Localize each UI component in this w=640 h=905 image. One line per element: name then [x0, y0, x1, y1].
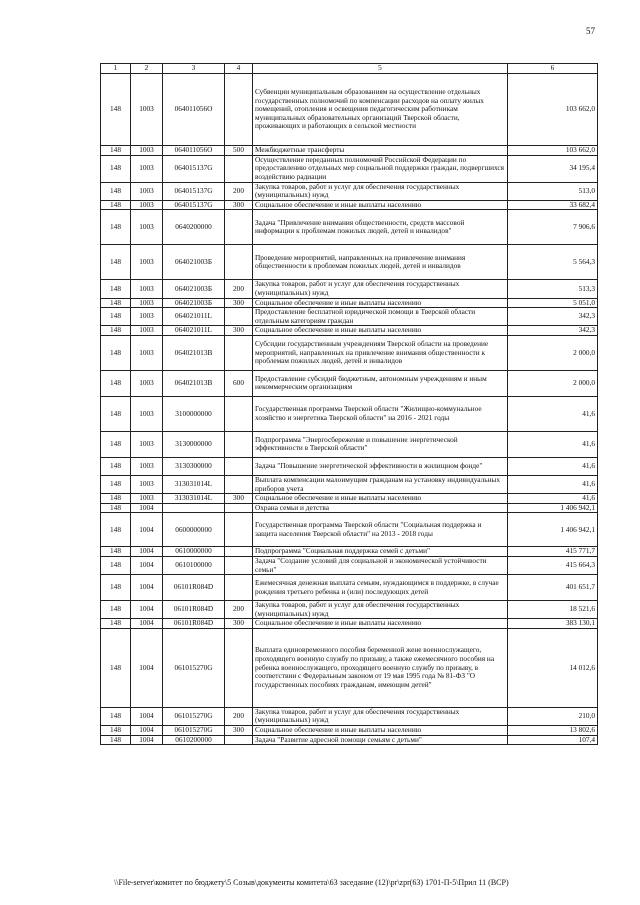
table-row	[101, 335, 598, 370]
target-article-code-cell: 0610000000	[163, 547, 225, 557]
section-code-cell: 1004	[131, 503, 163, 513]
table-row	[101, 396, 598, 431]
expense-type-code-cell: 300	[225, 298, 253, 308]
target-article-code-cell: 0640200000	[163, 210, 225, 245]
table-row	[101, 245, 598, 280]
amount-cell: 41,6	[508, 431, 598, 457]
item-name-cell: Закупка товаров, работ и услуг для обеспечения государственных (муниципальных) нужд	[253, 280, 508, 298]
item-name-cell: Задача "Создание условий для социальной и экономической устойчивости семьи"	[253, 556, 508, 574]
expense-type-code-cell	[225, 431, 253, 457]
expense-type-code-cell	[225, 457, 253, 475]
amount-cell: 34 195,4	[508, 155, 598, 182]
dept-code-cell: 148	[101, 457, 131, 475]
expense-type-code-cell: 300	[225, 494, 253, 504]
target-article-code-cell: 064011056О	[163, 74, 225, 146]
section-code-cell: 1003	[131, 396, 163, 431]
expense-type-code-cell: 300	[225, 200, 253, 210]
dept-code-cell: 148	[101, 513, 131, 547]
expense-type-code-cell: 600	[225, 370, 253, 396]
section-code-cell: 1003	[131, 431, 163, 457]
dept-code-cell: 148	[101, 494, 131, 504]
dept-code-cell: 148	[101, 308, 131, 326]
table-row	[101, 155, 598, 182]
dept-code-cell: 148	[101, 74, 131, 146]
dept-code-cell: 148	[101, 396, 131, 431]
expense-type-code-cell	[225, 396, 253, 431]
expense-type-code-cell	[225, 575, 253, 601]
dept-code-cell: 148	[101, 619, 131, 629]
expense-type-code-cell	[225, 735, 253, 745]
dept-code-cell: 148	[101, 182, 131, 200]
item-name-cell: Подпрограмма "Социальная поддержка семей с детьми"	[253, 547, 508, 557]
target-article-code-cell: 0600000000	[163, 513, 225, 547]
dept-code-cell: 148	[101, 146, 131, 156]
target-article-code-cell: 064021003Б	[163, 245, 225, 280]
section-code-cell: 1003	[131, 335, 163, 370]
item-name-cell: Выплата компенсации малоимущим гражданам на установку индивидуальных приборов учета	[253, 475, 508, 493]
target-article-code-cell: 064015137G	[163, 155, 225, 182]
amount-cell: 513,3	[508, 280, 598, 298]
item-name-cell: Подпрограмма "Энергосбережение и повышение энергетической эффективности в Тверской области"	[253, 431, 508, 457]
table-row	[101, 200, 598, 210]
section-code-cell: 1004	[131, 628, 163, 707]
table-row	[101, 475, 598, 493]
section-code-cell: 1003	[131, 494, 163, 504]
section-code-cell: 1003	[131, 475, 163, 493]
amount-cell: 1 406 942,1	[508, 503, 598, 513]
dept-code-cell: 148	[101, 298, 131, 308]
table-row	[101, 503, 598, 513]
section-code-cell: 1003	[131, 326, 163, 336]
table-row	[101, 513, 598, 547]
expense-type-code-cell	[225, 513, 253, 547]
dept-code-cell: 148	[101, 735, 131, 745]
amount-cell: 7 906,6	[508, 210, 598, 245]
expense-type-code-cell: 200	[225, 707, 253, 725]
table-row	[101, 370, 598, 396]
table-body	[101, 74, 598, 745]
target-article-code-cell: 3130000000	[163, 431, 225, 457]
dept-code-cell: 148	[101, 370, 131, 396]
table-row	[101, 575, 598, 601]
dept-code-cell: 148	[101, 556, 131, 574]
item-name-cell: Предоставление субсидий бюджетным, автономным учреждениям и иным некоммерческим организациям	[253, 370, 508, 396]
amount-cell: 41,6	[508, 457, 598, 475]
target-article-code-cell: 06101R084D	[163, 601, 225, 619]
table-row	[101, 280, 598, 298]
item-name-cell: Государственная программа Тверской области "Социальная поддержка и защита населения Тверской области" на 2013 - 2018 годы	[253, 513, 508, 547]
expense-type-code-cell	[225, 628, 253, 707]
target-article-code-cell	[163, 503, 225, 513]
dept-code-cell: 148	[101, 155, 131, 182]
target-article-code-cell: 064021011L	[163, 326, 225, 336]
item-name-cell: Социальное обеспечение и иные выплаты населению	[253, 326, 508, 336]
section-code-cell: 1004	[131, 513, 163, 547]
item-name-cell: Осуществление переданных полномочий Российской Федерации по предоставлению отдельных мер социальной поддержки граждан, подвергшихся воздействию радиации	[253, 155, 508, 182]
item-name-cell: Межбюджетные трансферты	[253, 146, 508, 156]
expense-type-code-cell	[225, 74, 253, 146]
page-number: 57	[586, 26, 595, 36]
section-code-cell: 1003	[131, 155, 163, 182]
target-article-code-cell: 064021003Б	[163, 280, 225, 298]
item-name-cell: Закупка товаров, работ и услуг для обеспечения государственных (муниципальных) нужд	[253, 182, 508, 200]
expense-type-code-cell	[225, 547, 253, 557]
expense-type-code-cell	[225, 155, 253, 182]
table-row	[101, 547, 598, 557]
item-name-cell: Задача "Развитие адресной помощи семьям с детьми"	[253, 735, 508, 745]
amount-cell: 107,4	[508, 735, 598, 745]
amount-cell: 41,6	[508, 475, 598, 493]
section-code-cell: 1004	[131, 547, 163, 557]
target-article-code-cell: 061015270G	[163, 726, 225, 736]
section-code-cell: 1003	[131, 370, 163, 396]
amount-cell: 210,0	[508, 707, 598, 725]
section-code-cell: 1003	[131, 74, 163, 146]
table-row	[101, 494, 598, 504]
table-row	[101, 182, 598, 200]
dept-code-cell: 148	[101, 503, 131, 513]
amount-cell: 13 802,6	[508, 726, 598, 736]
item-name-cell: Социальное обеспечение и иные выплаты населению	[253, 619, 508, 629]
target-article-code-cell: 064021013В	[163, 370, 225, 396]
amount-cell: 513,0	[508, 182, 598, 200]
amount-cell: 342,3	[508, 308, 598, 326]
section-code-cell: 1004	[131, 619, 163, 629]
target-article-code-cell: 061015270G	[163, 707, 225, 725]
dept-code-cell: 148	[101, 326, 131, 336]
item-name-cell: Социальное обеспечение и иные выплаты населению	[253, 494, 508, 504]
dept-code-cell: 148	[101, 280, 131, 298]
amount-cell: 5 051,0	[508, 298, 598, 308]
item-name-cell: Государственная программа Тверской области "Жилищно-коммунальное хозяйство и энергетика Тверской области" на 2016 - 2021 годы	[253, 396, 508, 431]
table-row	[101, 735, 598, 745]
dept-code-cell: 148	[101, 335, 131, 370]
header-cell: 2	[131, 64, 163, 74]
table-row	[101, 707, 598, 725]
dept-code-cell: 148	[101, 726, 131, 736]
amount-cell: 5 564,3	[508, 245, 598, 280]
header-cell: 1	[101, 64, 131, 74]
item-name-cell: Закупка товаров, работ и услуг для обеспечения государственных (муниципальных) нужд	[253, 707, 508, 725]
target-article-code-cell: 3100000000	[163, 396, 225, 431]
amount-cell: 41,6	[508, 494, 598, 504]
header-cell: 4	[225, 64, 253, 74]
target-article-code-cell: 064021011L	[163, 308, 225, 326]
item-name-cell: Субсидии государственным учреждениям Тверской области на проведение мероприятий, направленных на привлечение внимания общественности к проблемам пожилых людей, детей и инвалидов	[253, 335, 508, 370]
amount-cell: 415 771,7	[508, 547, 598, 557]
expense-type-code-cell: 300	[225, 619, 253, 629]
target-article-code-cell: 0610200000	[163, 735, 225, 745]
table-row	[101, 308, 598, 326]
target-article-code-cell: 064015137G	[163, 182, 225, 200]
item-name-cell: Охрана семьи и детства	[253, 503, 508, 513]
section-code-cell: 1003	[131, 457, 163, 475]
amount-cell: 401 651,7	[508, 575, 598, 601]
expense-type-code-cell	[225, 335, 253, 370]
expense-type-code-cell	[225, 503, 253, 513]
dept-code-cell: 148	[101, 475, 131, 493]
dept-code-cell: 148	[101, 707, 131, 725]
expense-type-code-cell: 300	[225, 726, 253, 736]
expense-type-code-cell: 200	[225, 601, 253, 619]
item-name-cell: Выплата единовременного пособия беременной жене военнослужащего, проходящего военную службу по призыву, а также ежемесячного пособия на ребенка военнослужащего, проходящего военную службу по призыву, в соответствии с Федеральным законом от 19 мая 1995 года № 81-ФЗ "О государственных пособиях гражданам, имеющим детей"	[253, 628, 508, 707]
amount-cell: 41,6	[508, 396, 598, 431]
section-code-cell: 1003	[131, 245, 163, 280]
expense-type-code-cell	[225, 556, 253, 574]
item-name-cell: Социальное обеспечение и иные выплаты населению	[253, 298, 508, 308]
expense-type-code-cell: 200	[225, 280, 253, 298]
amount-cell: 103 662,0	[508, 74, 598, 146]
header-cell: 3	[163, 64, 225, 74]
budget-table	[100, 63, 598, 745]
amount-cell: 342,3	[508, 326, 598, 336]
item-name-cell: Проведение мероприятий, направленных на привлечение внимания общественности к проблемам пожилых людей, детей и инвалидов	[253, 245, 508, 280]
item-name-cell: Социальное обеспечение и иные выплаты населению	[253, 200, 508, 210]
table-row	[101, 74, 598, 146]
expense-type-code-cell: 300	[225, 326, 253, 336]
section-code-cell: 1003	[131, 280, 163, 298]
target-article-code-cell: 064021013В	[163, 335, 225, 370]
amount-cell: 383 130,1	[508, 619, 598, 629]
target-article-code-cell: 064021003Б	[163, 298, 225, 308]
target-article-code-cell: 064011056О	[163, 146, 225, 156]
target-article-code-cell: 0610100000	[163, 556, 225, 574]
expense-type-code-cell: 500	[225, 146, 253, 156]
section-code-cell: 1003	[131, 210, 163, 245]
section-code-cell: 1004	[131, 707, 163, 725]
table-row	[101, 556, 598, 574]
dept-code-cell: 148	[101, 601, 131, 619]
amount-cell: 2 000,0	[508, 335, 598, 370]
table-row	[101, 619, 598, 629]
dept-code-cell: 148	[101, 628, 131, 707]
expense-type-code-cell	[225, 475, 253, 493]
amount-cell: 14 012,6	[508, 628, 598, 707]
amount-cell: 1 406 942,1	[508, 513, 598, 547]
table-row	[101, 431, 598, 457]
target-article-code-cell: 313031014L	[163, 494, 225, 504]
item-name-cell: Задача "Повышение энергетической эффективности в жилищном фонде"	[253, 457, 508, 475]
item-name-cell: Закупка товаров, работ и услуг для обеспечения государственных (муниципальных) нужд	[253, 601, 508, 619]
section-code-cell: 1003	[131, 308, 163, 326]
section-code-cell: 1004	[131, 556, 163, 574]
expense-type-code-cell: 200	[225, 182, 253, 200]
dept-code-cell: 148	[101, 431, 131, 457]
amount-cell: 18 521,6	[508, 601, 598, 619]
amount-cell: 33 682,4	[508, 200, 598, 210]
amount-cell: 415 664,3	[508, 556, 598, 574]
table-row	[101, 146, 598, 156]
table-row	[101, 210, 598, 245]
item-name-cell: Субвенции муниципальным образованиям на осуществление отдельных государственных полномочий по компенсации расходов на оплату жилых помещений, отопления и освещения педагогическим работникам муниципальных образовательных организаций Тверской области, проживающих и работающих в сельской местности	[253, 74, 508, 146]
dept-code-cell: 148	[101, 575, 131, 601]
item-name-cell: Социальное обеспечение и иные выплаты населению	[253, 726, 508, 736]
item-name-cell: Задача "Привлечение внимания общественности, средств массовой информации к проблемам пожилых людей, детей и инвалидов"	[253, 210, 508, 245]
item-name-cell: Предоставление бесплатной юридической помощи в Тверской области отдельным категориям граждан	[253, 308, 508, 326]
amount-cell: 103 662,0	[508, 146, 598, 156]
section-code-cell: 1003	[131, 146, 163, 156]
section-code-cell: 1004	[131, 575, 163, 601]
section-code-cell: 1004	[131, 735, 163, 745]
section-code-cell: 1003	[131, 182, 163, 200]
expense-type-code-cell	[225, 308, 253, 326]
target-article-code-cell: 313031014L	[163, 475, 225, 493]
file-path-footer: \\File-server\комитет по бюджету\5 Созыв\документы комитета\63 заседание (12)\pr\zpr(63) 1701-П-5\Прил 11 (ВСР)	[114, 878, 509, 887]
item-name-cell: Ежемесячная денежная выплата семьям, нуждающимся в поддержке, в случае рождения третьего ребенка и (или) последующих детей	[253, 575, 508, 601]
expense-type-code-cell	[225, 245, 253, 280]
section-code-cell: 1003	[131, 200, 163, 210]
dept-code-cell: 148	[101, 200, 131, 210]
table-row	[101, 457, 598, 475]
target-article-code-cell: 3130300000	[163, 457, 225, 475]
header-row	[101, 64, 598, 74]
target-article-code-cell: 06101R084D	[163, 619, 225, 629]
header-cell: 6	[508, 64, 598, 74]
target-article-code-cell: 06101R084D	[163, 575, 225, 601]
amount-cell: 2 000,0	[508, 370, 598, 396]
table-row	[101, 726, 598, 736]
section-code-cell: 1004	[131, 601, 163, 619]
dept-code-cell: 148	[101, 245, 131, 280]
expense-type-code-cell	[225, 210, 253, 245]
target-article-code-cell: 064015137G	[163, 200, 225, 210]
dept-code-cell: 148	[101, 210, 131, 245]
section-code-cell: 1003	[131, 298, 163, 308]
section-code-cell: 1004	[131, 726, 163, 736]
header-cell: 5	[253, 64, 508, 74]
table-row	[101, 628, 598, 707]
dept-code-cell: 148	[101, 547, 131, 557]
table-row	[101, 601, 598, 619]
table-row	[101, 326, 598, 336]
target-article-code-cell: 061015270G	[163, 628, 225, 707]
